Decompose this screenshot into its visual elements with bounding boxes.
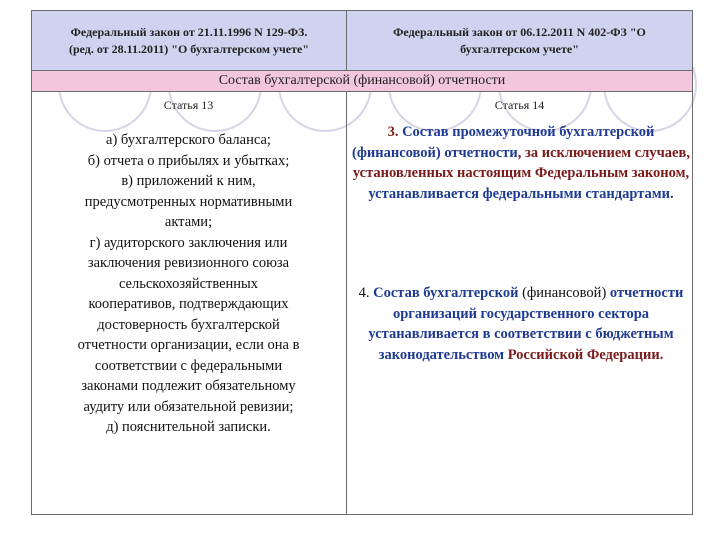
highlight-text: Состав бухгалтерской	[373, 285, 519, 301]
highlight-text: Российской Федерации.	[507, 346, 664, 363]
regular-text: , за исключением случаев, установленных настоящим Федеральным законом,	[352, 144, 690, 181]
highlight-text: устанавливается федеральными стандартами.	[368, 185, 674, 202]
article-13-label: Статья 13	[163, 98, 214, 112]
article-14-label: Статья 14	[494, 98, 545, 112]
column-divider	[346, 92, 347, 515]
highlight-text: отчетности организаций государственного сектора	[392, 285, 684, 322]
article-14-paragraph-3	[352, 122, 690, 204]
section-banner: Состав бухгалтерской (финансовой) отчетности	[31, 70, 693, 92]
paragraph-number: 3.	[387, 124, 399, 140]
regular-text: (финансовой)	[522, 285, 607, 301]
highlight-text: Состав промежуточной бухгалтерской (финансовой) отчетности	[352, 124, 655, 161]
highlight-text: устанавливается в соответствии с бюджетным законодательством	[368, 326, 674, 363]
article-13-text: а) бухгалтерского баланса; б) отчета о прибылях и убытках; в) приложений к ним, предусмотренных нормативными актами; г) аудиторского заключения или заключения ревизионного союза сельскохозяйственных кооперативов, подтверждающих достоверность бухгалтерской отчетности организации, если она в соответствии с федеральными законами подлежит обязательному аудиту или обязательной ревизии; д) пояснительной записки.	[77, 132, 300, 435]
header-law-129: Федеральный закон от 21.11.1996 N 129-ФЗ. (ред. от 28.11.2011) "О бухгалтерском учете"	[32, 11, 347, 71]
article-14-paragraph-4	[352, 283, 690, 365]
header-law-402: Федеральный закон от 06.12.2011 N 402-ФЗ "О бухгалтерском учете"	[393, 25, 646, 56]
paragraph-number: 4.	[358, 285, 370, 301]
